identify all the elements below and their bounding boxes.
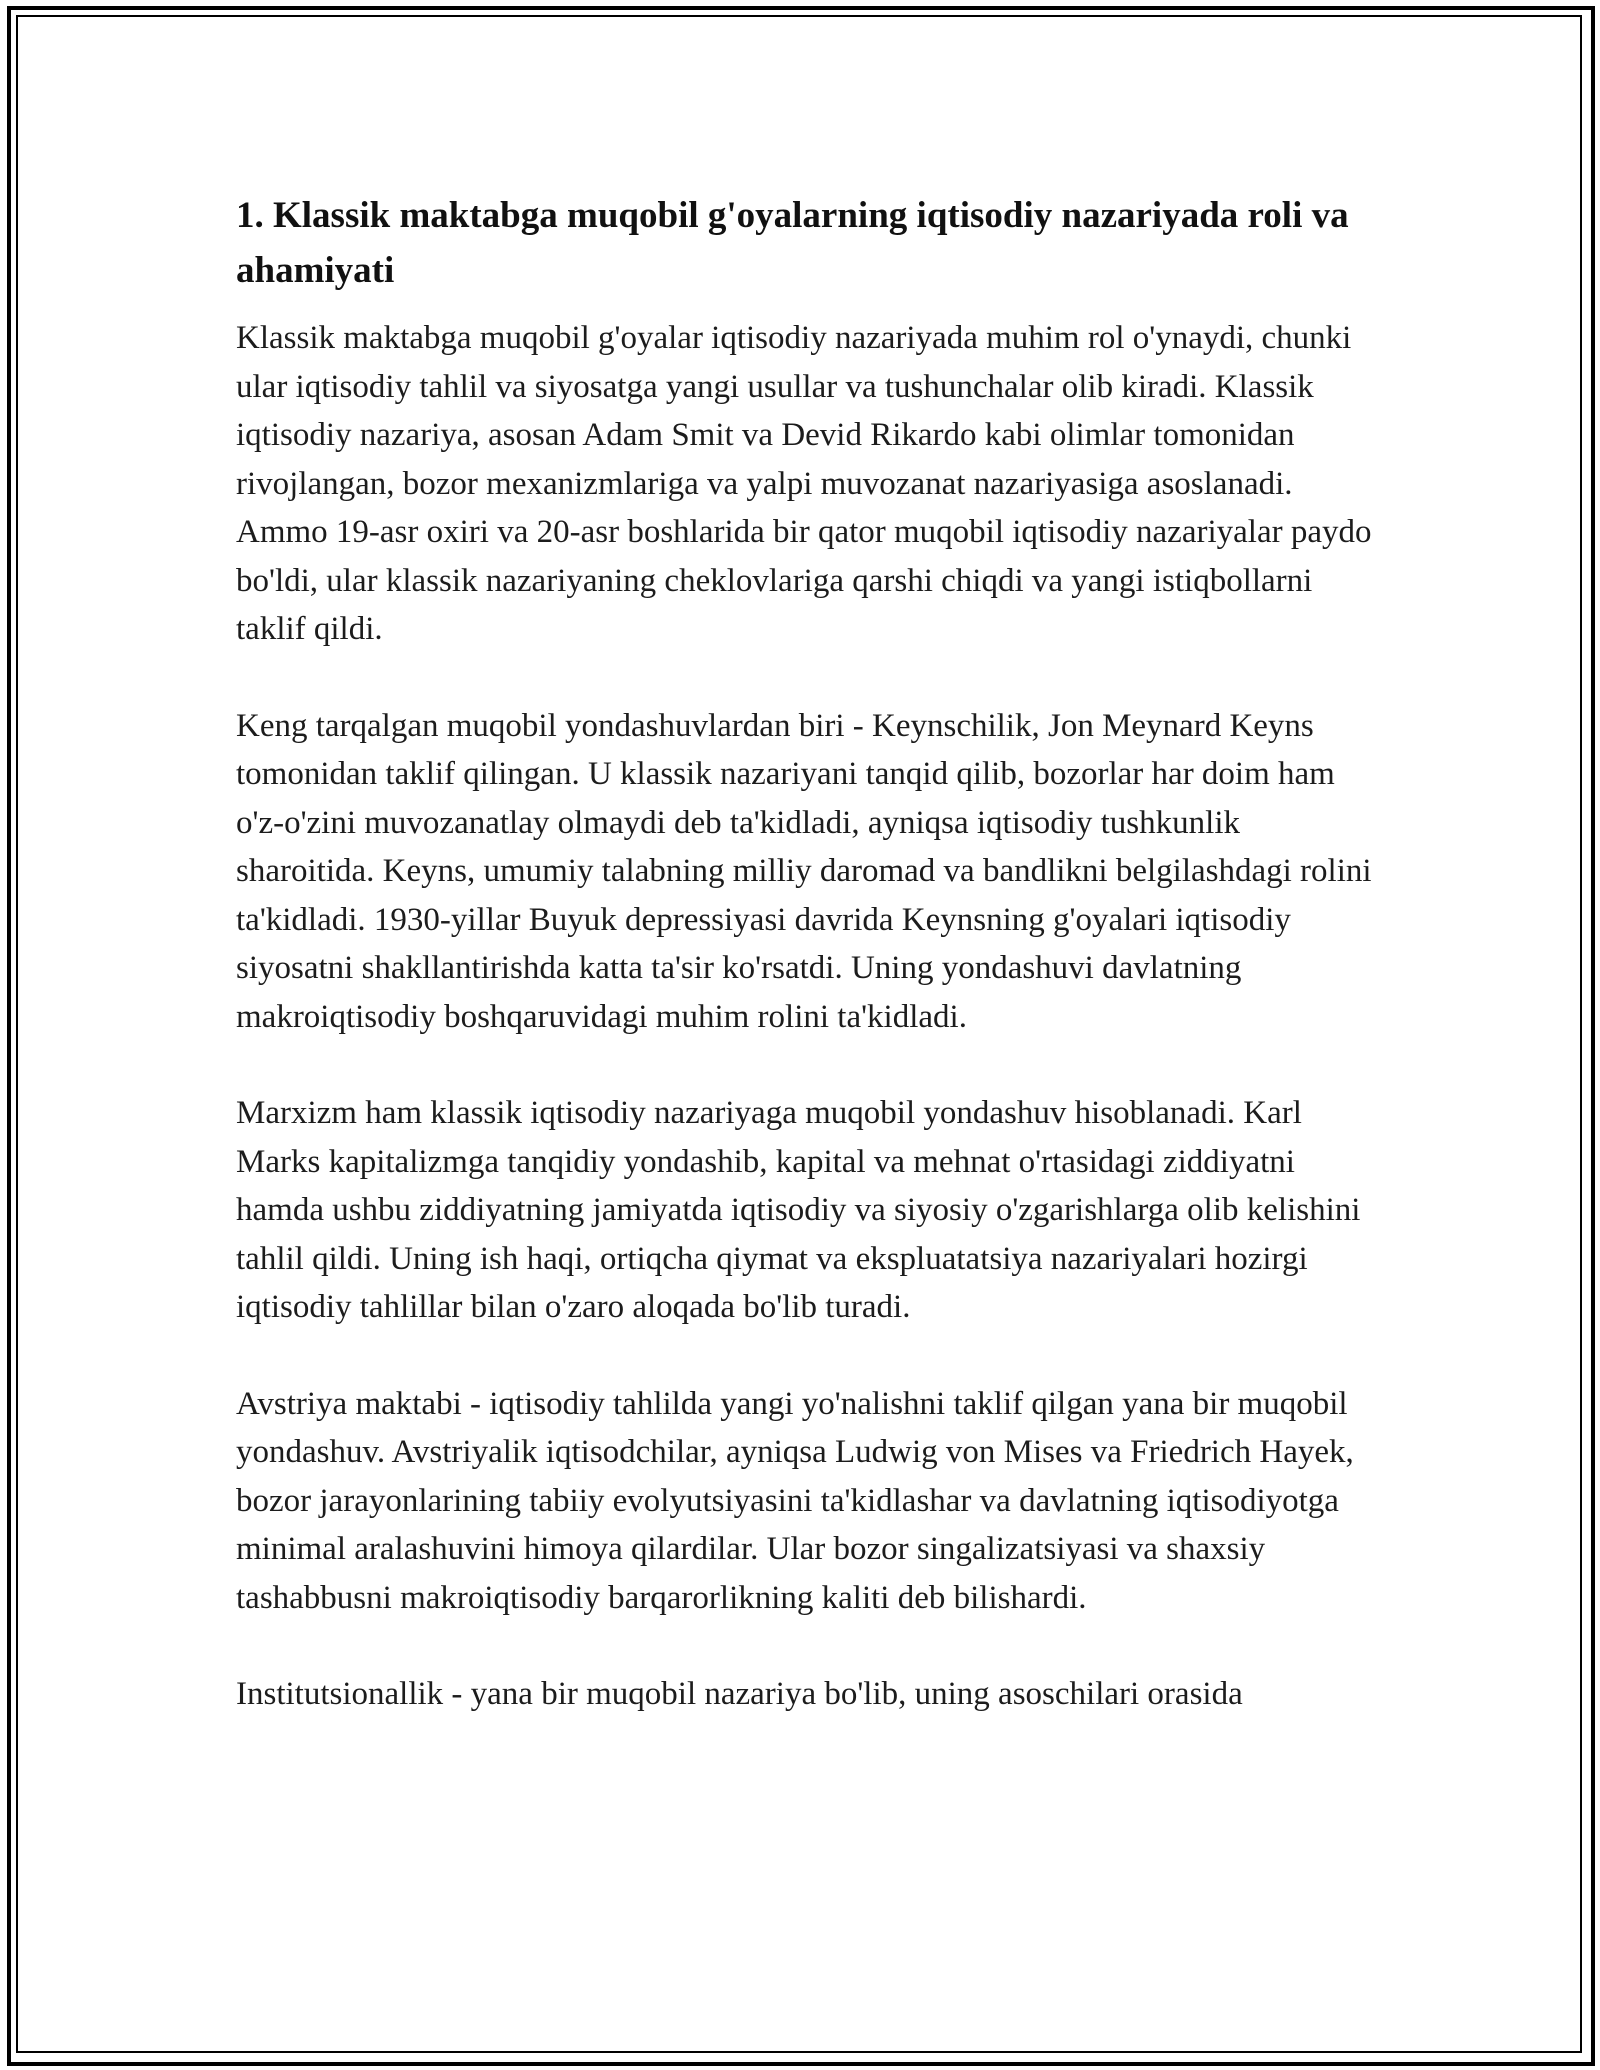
paragraph-marxism: Marxizm ham klassik iqtisodiy nazariyaga muqobil yondashuv hisoblanadi. Karl Marks kapitalizmga tanqidiy yondashib, kapital va mehnat o'rtasidagi ziddiyatni hamda ushbu ziddiyatning jamiyatda iqtisodiy va siyosiy o'zgarishlarga olib kelishini tahlil qildi. Uning ish haqi, ortiqcha qiymat va ekspluatatsiya nazariyalari hozirgi iqtisodiy tahlillar bilan o'zaro aloqada bo'lib turadi. xyxy=(236,1095,1361,1325)
paragraph-classical-alternatives: Klassik maktabga muqobil g'oyalar iqtisodiy nazariyada muhim rol o'ynaydi, chunki ular iqtisodiy tahlil va siyosatga yangi usullar va tushunchalar olib kiradi. Klassik iqtisodiy nazariya, asosan Adam Smit va Devid Rikardo kabi olimlar tomonidan rivojlangan, bozor mexanizmlariga va yalpi muvozanat nazariyasiga asoslanadi. Ammo 19-asr oxiri va 20-asr boshlarida bir qator muqobil iqtisodiy nazariyalar paydo bo'ldi, ular klassik nazariyaning cheklovlariga qarshi chiqdi va yangi istiqbollarni taklif qildi. xyxy=(236,320,1372,647)
paragraph-austrian-school: Avstriya maktabi - iqtisodiy tahlilda yangi yo'nalishni taklif qilgan yana bir muqobil yondashuv. Avstriyalik iqtisodchilar, ayniqsa Ludwig von Mises va Friedrich Hayek, bozor jarayonlarining tabiiy evolyutsiyasini ta'kidlashar va davlatning iqtisodiyotga minimal aralashuvini himoya qilardilar. Ular bozor singalizatsiyasi va shaxsiy tashabbusni makroiqtisodiy barqarorlikning kaliti deb bilishardi. xyxy=(236,1385,1354,1616)
document-body xyxy=(236,188,1376,1767)
paragraph-keynesianism: Keng tarqalgan muqobil yondashuvlardan biri - Keynschilik, Jon Meynard Keyns tomonidan taklif qilingan. U klassik nazariyani tanqid qilib, bozorlar har doim ham o'z-o'zini muvozanatlay olmaydi deb ta'kidladi, ayniqsa iqtisodiy tushkunlik sharoitida. Keyns, umumiy talabning milliy daromad va bandlikni belgilashdagi rolini ta'kidladi. 1930-yillar Buyuk depressiyasi davrida Keynsning g'oyalari iqtisodiy siyosatni shakllantirishda katta ta'sir ko'rsatdi. Uning yondashuvi davlatning makroiqtisodiy boshqaruvidagi muhim rolini ta'kidladi. xyxy=(236,707,1372,1035)
paragraph-institutionalism: Institutsionallik - yana bir muqobil nazariya bo'lib, uning asoschilari orasida xyxy=(236,1676,1243,1712)
section-title: 1. Klassik maktabga muqobil g'oyalarning iqtisodiy nazariyada roli va ahamiyati xyxy=(236,195,1349,291)
